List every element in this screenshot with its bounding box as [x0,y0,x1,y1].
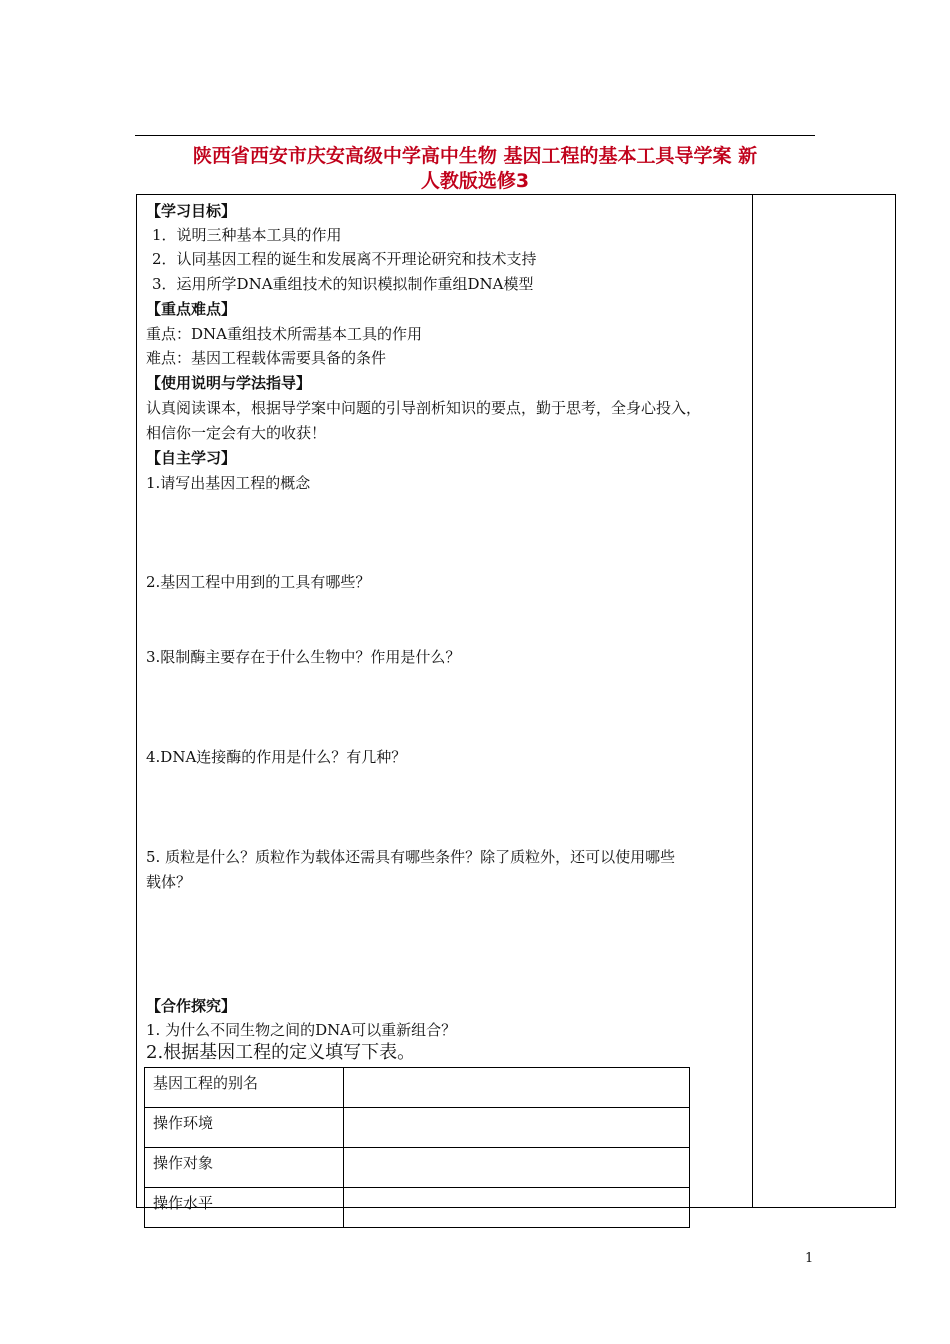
goal-item: 1．说明三种基本工具的作用 [152,226,342,244]
table-row [145,1108,690,1148]
answer-cell[interactable] [344,1068,690,1108]
cooperation-heading: 【合作探究】 [146,997,237,1015]
table-row [145,1148,690,1188]
table-row [145,1188,690,1228]
page-number: 1 [805,1251,814,1266]
answer-cell[interactable] [344,1108,690,1148]
header-rule [135,135,815,136]
difficult-point-text: 难点：基因工程载体需要具备的条件 [146,349,387,367]
answer-cell[interactable] [344,1148,690,1188]
guide-text-line: 相信你一定会有大的收获！ [146,424,327,442]
cooperation-question-2: 2.根据基因工程的定义填写下表。 [146,1042,416,1063]
row-label: 操作对象 [145,1148,344,1188]
goal-item: 3．运用所学DNA重组技术的知识模拟制作重组DNA模型 [152,275,534,293]
key-point-text: 重点：DNA重组技术所需基本工具的作用 [146,325,422,343]
question-1: 1.请写出基因工程的概念 [146,474,311,492]
row-label: 基因工程的别名 [145,1068,344,1108]
goals-heading: 【学习目标】 [146,202,237,220]
key-points-heading: 【重点难点】 [146,300,237,318]
answer-cell[interactable] [344,1188,690,1228]
cooperation-question-1: 1. 为什么不同生物之间的DNA可以重新组合？ [146,1021,457,1039]
question-2: 2.基因工程中用到的工具有哪些？ [146,573,371,591]
document-title [135,144,815,194]
title-line-1: 陕西省西安市庆安高级中学高中生物 基因工程的基本工具导学案 新 [192,145,758,167]
row-label: 操作水平 [145,1188,344,1228]
self-study-heading: 【自主学习】 [146,449,237,467]
question-5-line-2: 载体？ [146,873,192,891]
fill-in-table [144,1067,690,1228]
question-3: 3.限制酶主要存在于什么生物中？作用是什么？ [146,648,461,666]
question-5-line-1: 5. 质粒是什么？质粒作为载体还需具有哪些条件？除了质粒外，还可以使用哪些 [146,848,676,866]
goal-item: 2．认同基因工程的诞生和发展离不开理论研究和技术支持 [152,250,537,268]
title-line-2: 人教版选修3 [420,170,530,192]
row-label: 操作环境 [145,1108,344,1148]
table-row [145,1068,690,1108]
notes-column-divider [752,194,753,1208]
guide-heading: 【使用说明与学法指导】 [146,374,312,392]
question-4: 4.DNA连接酶的作用是什么？有几种？ [146,748,407,766]
guide-text-line: 认真阅读课本，根据导学案中问题的引导剖析知识的要点，勤于思考，全身心投入， [146,399,702,417]
